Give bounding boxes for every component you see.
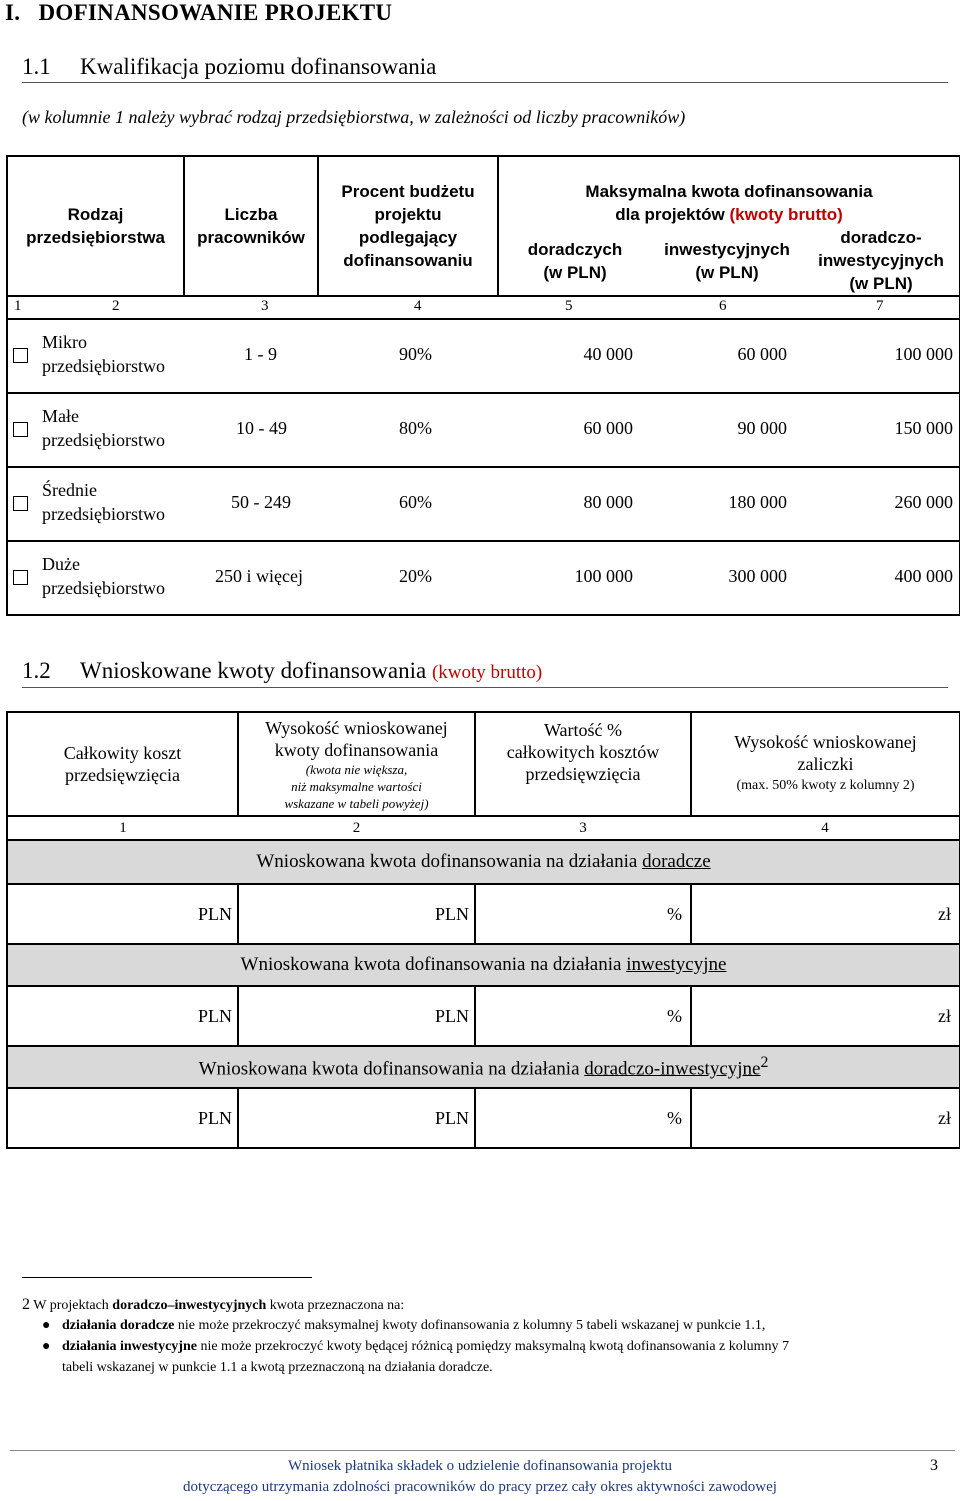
section-row-investment xyxy=(7,944,960,986)
percent-value: 60% xyxy=(399,492,432,512)
footnote-bullet-2: ● działania inwestycyjne nie może przekroczyć kwoty będącej różnicą pomiędzy maksymalną kwotą dofinansowania z kolumny 7 tabeli wskazanej w punkcie 1.1 a kwotą przeznaczoną na działania doradcze. xyxy=(42,1336,947,1378)
col-num: 1 xyxy=(14,298,22,314)
section-label: Wnioskowana kwota dofinansowania na działania doradcze xyxy=(7,840,960,884)
input-row-investment xyxy=(7,986,960,1046)
advisory-value: 60 000 xyxy=(583,418,634,438)
col-num: 1 xyxy=(7,816,238,840)
advance-field[interactable]: zł xyxy=(691,986,960,1046)
col-num: 3 xyxy=(261,298,269,314)
section-label: Wnioskowana kwota dofinansowania na działania doradczo-inwestycyjne$^2$ xyxy=(7,1046,960,1088)
total-cost-field[interactable]: PLN xyxy=(7,1088,238,1148)
col-num: 6 xyxy=(719,298,727,314)
employees-value: 1 - 9 xyxy=(244,344,277,364)
advisory-investment-value: 260 000 xyxy=(894,492,954,512)
percent-value: 80% xyxy=(399,418,432,438)
advisory-investment-value: 150 000 xyxy=(894,418,954,438)
col-header-advisory-investment: doradczo- inwestycyjnych (w PLN) xyxy=(803,226,960,296)
footer xyxy=(0,1456,960,1498)
section-2-heading xyxy=(22,658,542,684)
col-num: 5 xyxy=(565,298,573,314)
advance-field[interactable]: zł xyxy=(691,1088,960,1148)
section-1-number: 1.1 xyxy=(22,54,51,79)
col-num: 2 xyxy=(352,819,361,836)
requested-amount-field[interactable]: PLN xyxy=(238,1088,475,1148)
footnote-separator xyxy=(22,1277,312,1278)
section-1-rule xyxy=(22,82,948,83)
advisory-value: 80 000 xyxy=(583,492,634,512)
bullet-icon: ● xyxy=(42,1318,51,1333)
investment-value: 90 000 xyxy=(737,418,788,438)
company-type-label: Mikro przedsiębiorstwo xyxy=(42,332,165,376)
max-amount-line1: Maksymalna kwota dofinansowania xyxy=(585,182,873,201)
col-num: 4 xyxy=(414,298,422,314)
col-num: 3 xyxy=(579,819,587,836)
advance-field[interactable]: zł xyxy=(691,884,960,944)
col-header-advisory: doradczych (w PLN) xyxy=(498,226,651,296)
table-row xyxy=(7,467,960,541)
col-num: 7 xyxy=(876,298,884,314)
page-number: 3 xyxy=(930,1457,938,1474)
col-header-total-cost: Całkowity koszt przedsięwzięcia xyxy=(7,712,238,816)
investment-value: 300 000 xyxy=(728,566,788,586)
col-header-percent-of-cost: Wartość % całkowitych kosztów przedsięwzięcia xyxy=(475,712,691,816)
percent-value: 90% xyxy=(399,344,432,364)
company-type-label: Duże przedsiębiorstwo xyxy=(42,554,165,598)
table-row xyxy=(7,319,960,393)
advisory-investment-value: 100 000 xyxy=(894,344,954,364)
advisory-value: 40 000 xyxy=(583,344,634,364)
investment-value: 180 000 xyxy=(728,492,788,512)
chapter-number: I. xyxy=(5,0,21,25)
footer-separator xyxy=(10,1450,955,1451)
checkbox-small[interactable] xyxy=(13,422,28,437)
chapter-title: DOFINANSOWANIE PROJEKTU xyxy=(38,0,393,25)
chapter-heading xyxy=(5,0,392,26)
col-num: 2 xyxy=(112,298,120,314)
company-type-label: Małe przedsiębiorstwo xyxy=(42,406,165,450)
section-1-title: Kwalifikacja poziomu dofinansowania xyxy=(80,54,437,79)
section-row-advisory xyxy=(7,840,960,884)
bullet-icon: ● xyxy=(42,1339,51,1354)
col-header-advance: Wysokość wnioskowanej zaliczki (max. 50% kwoty z kolumny 2) xyxy=(691,712,960,816)
requested-amounts-table xyxy=(6,711,960,1149)
checkbox-large[interactable] xyxy=(13,570,28,585)
column-number-row xyxy=(7,816,960,840)
col-header-employees: Liczba pracowników xyxy=(184,156,318,296)
section-label: Wnioskowana kwota dofinansowania na działania inwestycyjne xyxy=(7,944,960,986)
advisory-value: 100 000 xyxy=(574,566,634,586)
footnote-bullet-1: ● działania doradcze nie może przekroczyć maksymalnej kwoty dofinansowania z kolumny 5 tabeli wskazanej w punkcie 1.1, xyxy=(42,1315,942,1336)
section-2-rule xyxy=(22,687,948,688)
col-header-max-amount xyxy=(498,156,960,226)
checkbox-medium[interactable] xyxy=(13,496,28,511)
col-header-requested-amount: Wysokość wnioskowanej kwoty dofinansowania (kwota nie większa, niż maksymalne wartości wskazane w tabeli powyżej) xyxy=(238,712,475,816)
table-row xyxy=(7,393,960,467)
col-header-investment: inwestycyjnych (w PLN) xyxy=(651,226,803,296)
total-cost-field[interactable]: PLN xyxy=(7,884,238,944)
employees-value: 10 - 49 xyxy=(236,418,287,438)
footer-line-2: dotyczącego utrzymania zdolności pracowników do pracy przez cały okres aktywności zawodowej xyxy=(183,1479,777,1495)
total-cost-field[interactable]: PLN xyxy=(7,986,238,1046)
percent-field[interactable]: % xyxy=(475,986,691,1046)
section-1-heading xyxy=(22,54,436,80)
requested-amount-field[interactable]: PLN xyxy=(238,884,475,944)
col-header-budget-percent: Procent budżetu projektu podlegający dofinansowaniu xyxy=(318,156,498,296)
footer-line-1: Wniosek płatnika składek o udzielenie dofinansowania projektu xyxy=(287,1458,673,1474)
percent-value: 20% xyxy=(399,566,432,586)
percent-field[interactable]: % xyxy=(475,1088,691,1148)
footnote-ref[interactable]: 2 xyxy=(760,1053,769,1071)
max-amount-line2: dla projektów (kwoty brutto) xyxy=(615,205,843,224)
input-row-advisory-investment xyxy=(7,1088,960,1148)
table-row xyxy=(7,541,960,615)
section-row-advisory-investment xyxy=(7,1046,960,1088)
advisory-investment-value: 400 000 xyxy=(894,566,954,586)
employees-value: 50 - 249 xyxy=(231,492,291,512)
section-2-title: Wnioskowane kwoty dofinansowania xyxy=(80,658,427,683)
company-type-label: Średnie przedsiębiorstwo xyxy=(42,480,165,524)
footnote-intro: 2 W projektach doradczo–inwestycyjnych kwota przeznaczona na: xyxy=(22,1296,405,1313)
employees-value: 250 i więcej xyxy=(215,566,303,586)
requested-amount-field[interactable]: PLN xyxy=(238,986,475,1046)
qualification-table xyxy=(6,155,960,616)
checkbox-micro[interactable] xyxy=(13,348,28,363)
input-row-advisory xyxy=(7,884,960,944)
investment-value: 60 000 xyxy=(737,344,788,364)
col-num: 4 xyxy=(691,816,960,840)
col-header-company-type: Rodzaj przedsiębiorstwa xyxy=(7,156,184,296)
column-number-row xyxy=(7,296,960,319)
percent-field[interactable]: % xyxy=(475,884,691,944)
section-1-note: (w kolumnie 1 należy wybrać rodzaj przedsiębiorstwa, w zależności od liczby pracowników) xyxy=(22,107,686,127)
section-2-note: (kwoty brutto) xyxy=(431,662,543,683)
section-2-number: 1.2 xyxy=(22,658,51,683)
